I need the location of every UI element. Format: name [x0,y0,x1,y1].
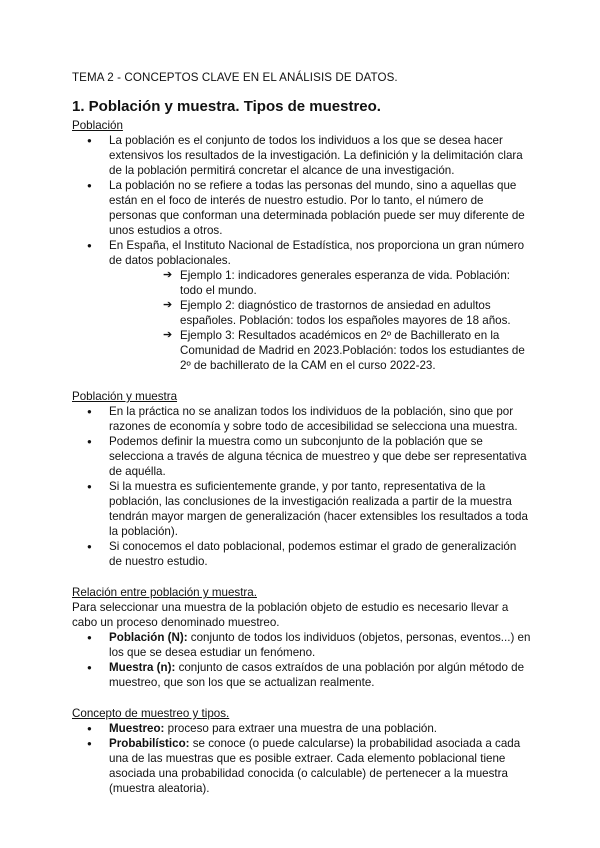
poblacion-list [72,133,532,268]
list-item: ● Podemos definir la muestra como un subconjunto de la población que se selecciona a través de alguna técnica de muestreo y que debe ser representativa de aquélla. [72,434,532,479]
section-heading: 1. Población y muestra. Tipos de muestreo. [72,98,381,115]
example-text: Ejemplo 1: indicadores generales esperanza de vida. Población: todo el mundo. [180,269,510,297]
poblacion-muestra-list [72,404,532,569]
subsection-title-relacion: Relación entre población y muestra. [72,586,257,599]
relacion-list [72,630,532,690]
list-item [72,736,532,796]
document-title: TEMA 2 - CONCEPTOS CLAVE EN EL ANÁLISIS DE DATOS. [72,71,398,84]
relacion-paragraph: Para seleccionar una muestra de la población objeto de estudio es necesario llevar a cabo un proceso denominado muestreo. [72,601,509,629]
example-text: Ejemplo 2: diagnóstico de trastornos de ansiedad en adultos españoles. Población: todos los españoles mayores de 18 años. [180,299,511,327]
list-item [72,660,532,690]
list-item: ● La población no se refiere a todas las personas del mundo, sino a aquellas que están en el foco de interés de nuestro estudio. Por lo tanto, el número de personas que conforman una determinada población puede ser muy diferente de unos estudios a otros. [72,178,532,238]
list-item [72,630,532,660]
spacer [72,690,532,706]
example-item [72,298,532,328]
list-item: ● La población es el conjunto de todos los individuos a los que se desea hacer extensivos los resultados de la investigación. La definición y la delimitación clara de la población permitirá concretar el alcance de una investigación. [72,133,532,178]
term-label: Muestreo: [109,722,165,735]
spacer [72,569,532,585]
term-label: Población (N): [109,631,188,644]
term-definition: conjunto de todos los individuos (objetos, personas, eventos...) en los que se desea estudiar un fenómeno. [109,631,531,659]
arrow-icon: ➔ [163,299,173,311]
term-definition: conjunto de casos extraídos de una población por algún método de muestreo, que son los que se actualizan realmente. [109,661,525,689]
example-item [72,328,532,373]
subsection-title-concepto: Concepto de muestreo y tipos. [72,707,230,720]
list-item: ● En la práctica no se analizan todos los individuos de la población, sino que por razones de economía y sobre todo de accesibilidad se selecciona una muestra. [72,404,532,434]
example-item [72,268,532,298]
term-label: Probabilístico: [109,737,190,750]
document-page [72,70,532,796]
subsection-title-poblacion-muestra: Población y muestra [72,390,178,403]
concepto-list [72,721,532,796]
term-definition: proceso para extraer una muestra de una población. [164,722,438,735]
term-definition: se conoce (o puede calcularse) la probabilidad asociada a cada una de las muestras que es posible extraer. Cada elemento poblacional tiene asociada una probabilidad conocida (o calculable) de pertenecer a la muestra (muestra aleatoria). [109,737,521,795]
list-item [72,721,532,736]
arrow-icon: ➔ [163,269,173,281]
list-item: ● Si la muestra es suficientemente grande, y por tanto, representativa de la población, las conclusiones de la investigación realizada a partir de la muestra tendrán mayor margen de generalización (hacer extensibles los resultados a toda la población). [72,479,532,539]
arrow-icon: ➔ [163,329,173,341]
list-item: ● Si conocemos el dato poblacional, podemos estimar el grado de generalización de nuestro estudio. [72,539,532,569]
examples-list [72,268,532,373]
list-item: ● En España, el Instituto Nacional de Estadística, nos proporciona un gran número de datos poblacionales. [72,238,532,268]
term-label: Muestra (n): [109,661,176,674]
subsection-title-poblacion: Población [72,119,123,132]
spacer [72,373,532,389]
example-text: Ejemplo 3: Resultados académicos en 2º de Bachillerato en la Comunidad de Madrid en 2023.Población: todos los estudiantes de 2º de bachillerato de la CAM en el curso 2022-23. [180,329,525,372]
